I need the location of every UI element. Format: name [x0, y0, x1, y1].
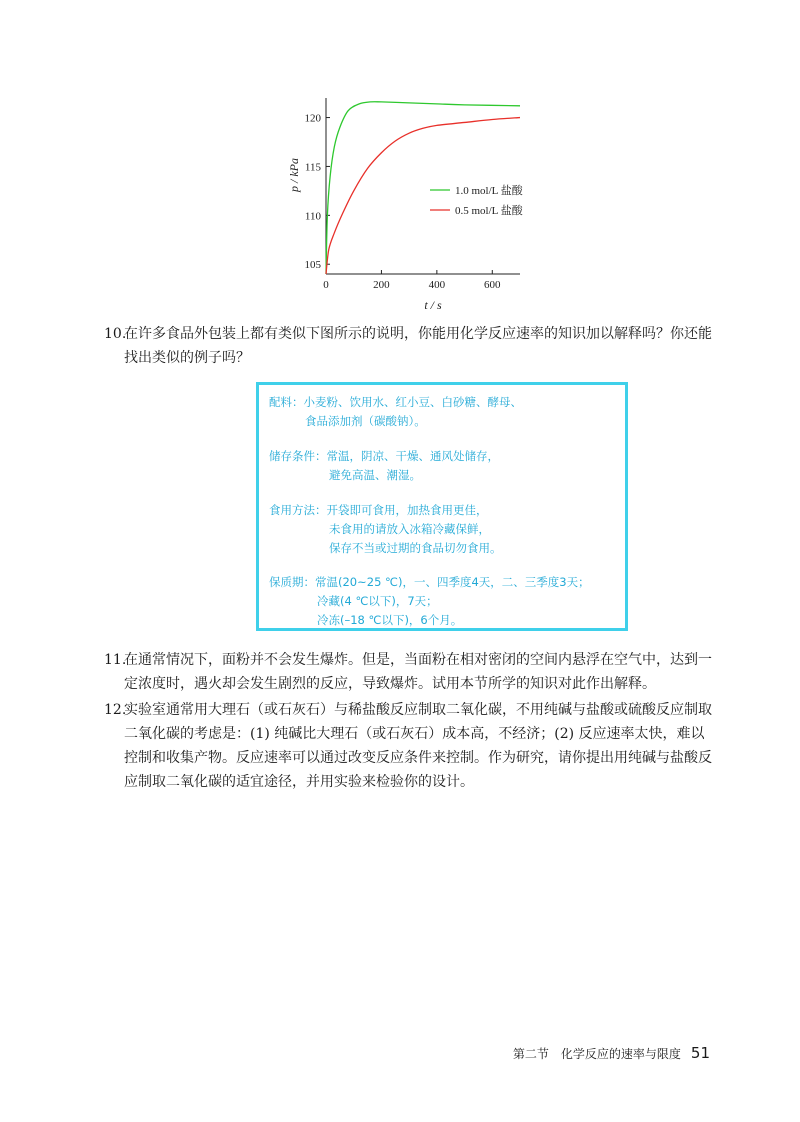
question-text-line: 定浓度时，遇火却会发生剧烈的反应，导致爆炸。试用本节所学的知识对此作出解释。	[124, 676, 656, 692]
page-footer	[513, 1044, 710, 1062]
question-text-line: 二氧化碳的考虑是：(1) 纯碱比大理石（或石灰石）成本高，不经济；(2) 反应速率太快，难以	[124, 726, 705, 742]
y-tick-label: 110	[304, 210, 321, 223]
ingredients-line: 食品添加剂（碳酸钠）。	[305, 414, 426, 428]
question-text-line: 实验室通常用大理石（或石灰石）与稀盐酸反应制取二氧化碳，不用纯碱与盐酸或硫酸反应制取	[124, 702, 712, 718]
storage-section	[269, 447, 499, 485]
shelf-life-line: 保质期：常温(20~25 ℃)，一、四季度4天，二、三季度3天；	[269, 575, 590, 589]
usage-section	[269, 501, 502, 558]
ingredients-line: 配料：小麦粉、饮用水、红小豆、白砂糖、酵母、	[269, 395, 522, 409]
legend-label-2: 0.5 mol/L 盐酸	[455, 205, 523, 217]
y-tick-label: 120	[304, 112, 321, 125]
x-tick-label: 0	[323, 279, 329, 291]
x-tick-label: 200	[373, 279, 390, 291]
question-11	[104, 648, 712, 696]
chart-legend	[430, 183, 524, 217]
y-tick-label: 105	[304, 259, 321, 272]
question-text-line: 控制和收集产物。反应速率可以通过改变反应条件来控制。作为研究，请你提出用纯碱与盐酸反	[124, 750, 712, 766]
question-text-line: 在通常情况下，面粉并不会发生爆炸。但是，当面粉在相对密闭的空间内悬浮在空气中，达到一	[124, 652, 712, 668]
shelf-life-section	[269, 573, 590, 630]
question-text-line: 找出类似的例子吗？	[124, 350, 250, 366]
question-number: 10.	[104, 326, 127, 342]
page-number: 51	[690, 1044, 710, 1062]
question-text-line: 在许多食品外包装上都有类似下图所示的说明，你能用化学反应速率的知识加以解释吗？你还能	[124, 326, 712, 342]
question-text-line: 应制取二氧化碳的适宜途径，并用实验来检验你的设计。	[124, 774, 474, 790]
question-number: 11.	[104, 652, 127, 668]
legend-label-1: 1.0 mol/L 盐酸	[455, 185, 523, 197]
question-number: 12.	[104, 702, 127, 718]
shelf-life-line: 冷藏(4 ℃以下)，7天；	[317, 594, 438, 608]
chart-ticks	[305, 113, 502, 291]
food-package-label	[256, 382, 628, 631]
storage-line: 避免高温、潮湿。	[329, 468, 421, 482]
usage-line: 未食用的请放入冰箱冷藏保鲜，	[329, 522, 490, 536]
x-tick-label: 600	[484, 279, 501, 291]
question-10	[104, 322, 712, 370]
ingredients-section	[269, 393, 522, 431]
y-tick-label: 115	[304, 161, 321, 174]
x-axis-label: t / s	[424, 298, 442, 312]
shelf-life-line: 冷冻(–18 ℃以下)，6个月。	[317, 613, 463, 627]
x-tick-label: 400	[428, 279, 446, 291]
usage-line: 食用方法：开袋即可食用，加热食用更佳，	[269, 503, 488, 517]
usage-line: 保存不当或过期的食品切勿食用。	[329, 541, 502, 555]
question-12	[104, 698, 712, 794]
section-title: 第二节 化学反应的速率与限度	[512, 1047, 681, 1061]
y-axis-label: p / kPa	[287, 158, 301, 192]
storage-line: 储存条件：常温，阴凉、干燥、通风处储存，	[269, 449, 499, 463]
pressure-time-chart	[280, 90, 540, 320]
